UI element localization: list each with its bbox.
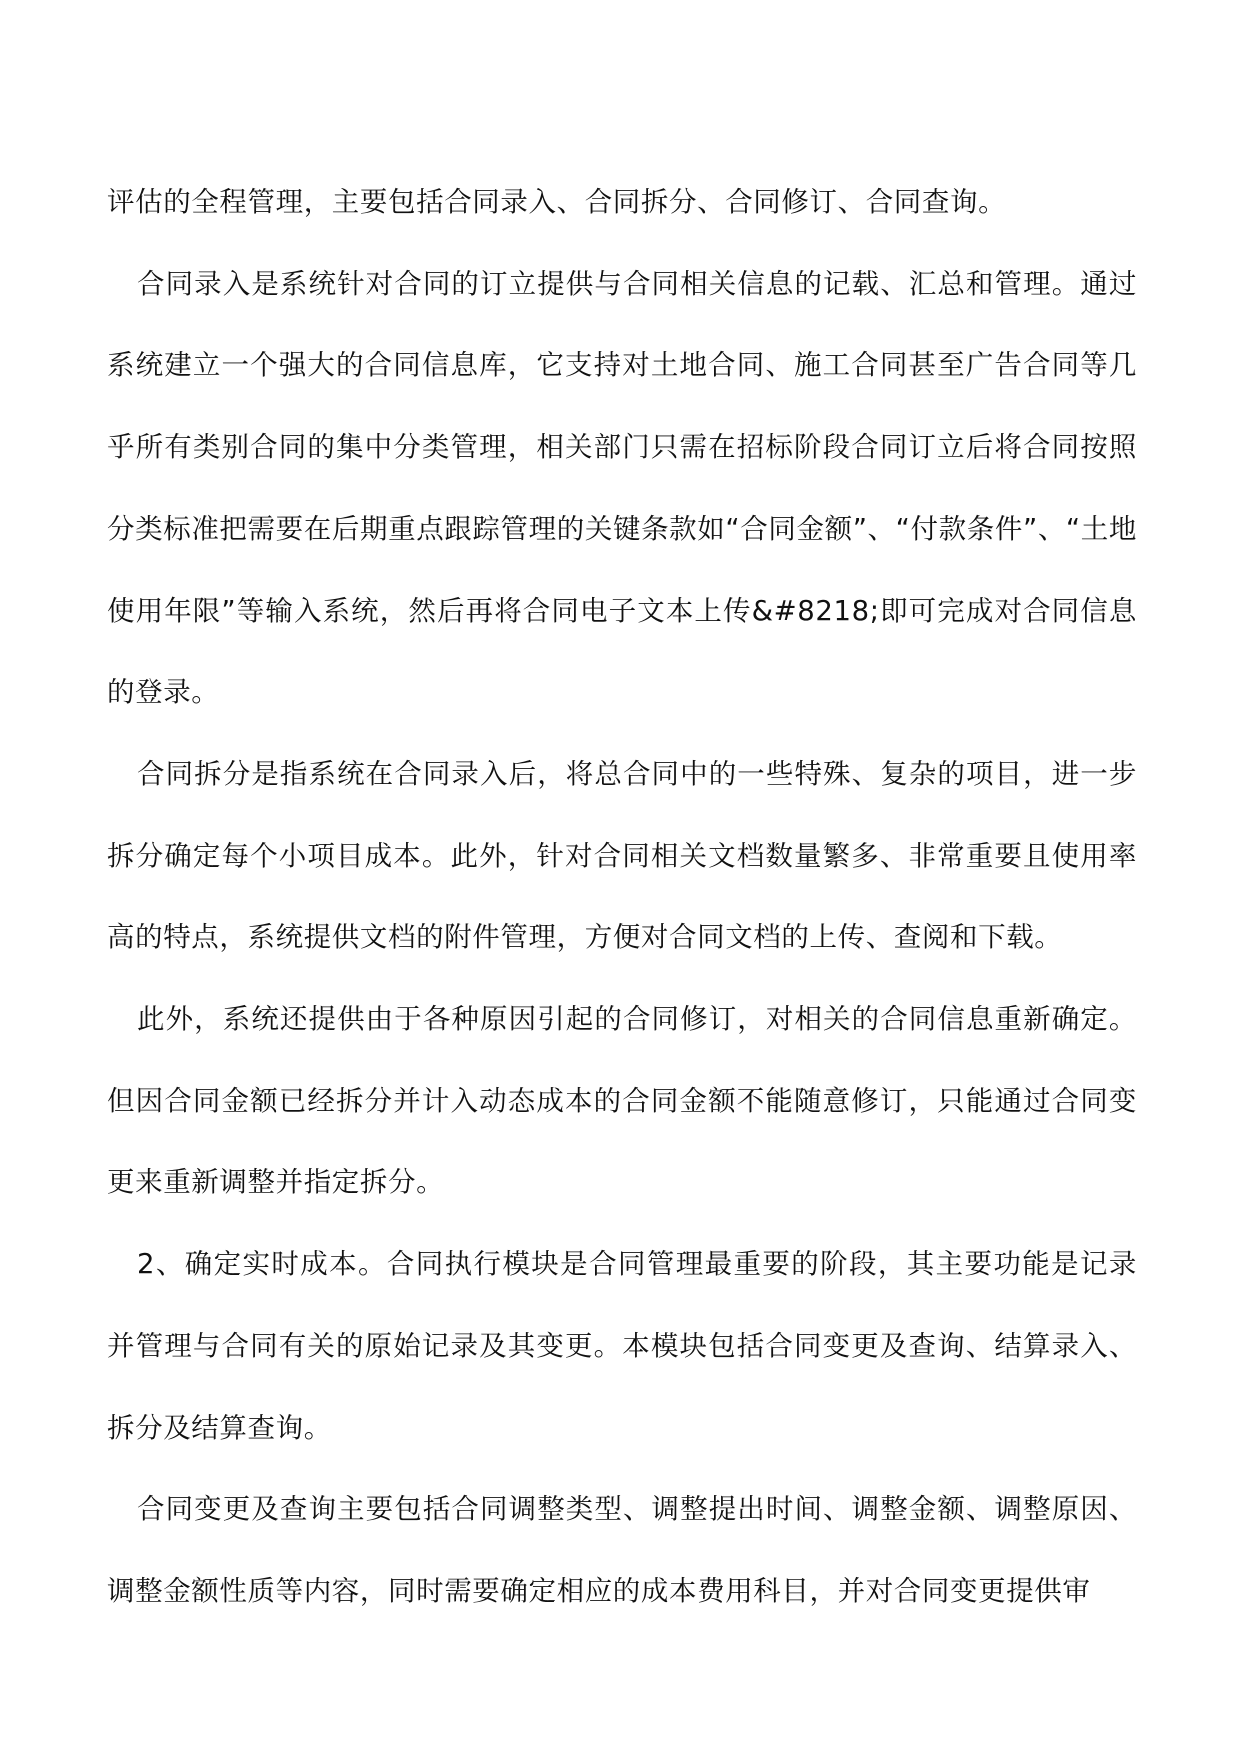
document-body [107,162,1137,1633]
paragraph-4: 此外，系统还提供由于各种原因引起的合同修订，对相关的合同信息重新确定。但因合同金额已经拆分并计入动态成本的合同金额不能随意修订，只能通过合同变更来重新调整并指定拆分。 [107,1003,1137,1199]
paragraph-5: 2、确定实时成本。合同执行模块是合同管理最重要的阶段，其主要功能是记录并管理与合同有关的原始记录及其变更。本模块包括合同变更及查询、结算录入、拆分及结算查询。 [107,1248,1137,1444]
paragraph-6: 合同变更及查询主要包括合同调整类型、调整提出时间、调整金额、调整原因、调整金额性质等内容，同时需要确定相应的成本费用科目，并对合同变更提供审 [107,1493,1137,1607]
paragraph-2: 合同录入是系统针对合同的订立提供与合同相关信息的记载、汇总和管理。通过系统建立一个强大的合同信息库，它支持对土地合同、施工合同甚至广告合同等几乎所有类别合同的集中分类管理，相关部门只需在招标阶段合同订立后将合同按照分类标准把需要在后期重点跟踪管理的关键条款如“合同金额”、“付款条件”、“土地使用年限”等输入系统，然后再将合同电子文本上传&#8218;即可完成对合同信息的登录。 [107,267,1137,709]
paragraph-3: 合同拆分是指系统在合同录入后，将总合同中的一些特殊、复杂的项目，进一步拆分确定每个小项目成本。此外，针对合同相关文档数量繁多、非常重要且使用率高的特点，系统提供文档的附件管理，方便对合同文档的上传、查阅和下载。 [107,757,1137,954]
paragraph-1: 评估的全程管理，主要包括合同录入、合同拆分、合同修订、合同查询。 [107,186,1007,218]
